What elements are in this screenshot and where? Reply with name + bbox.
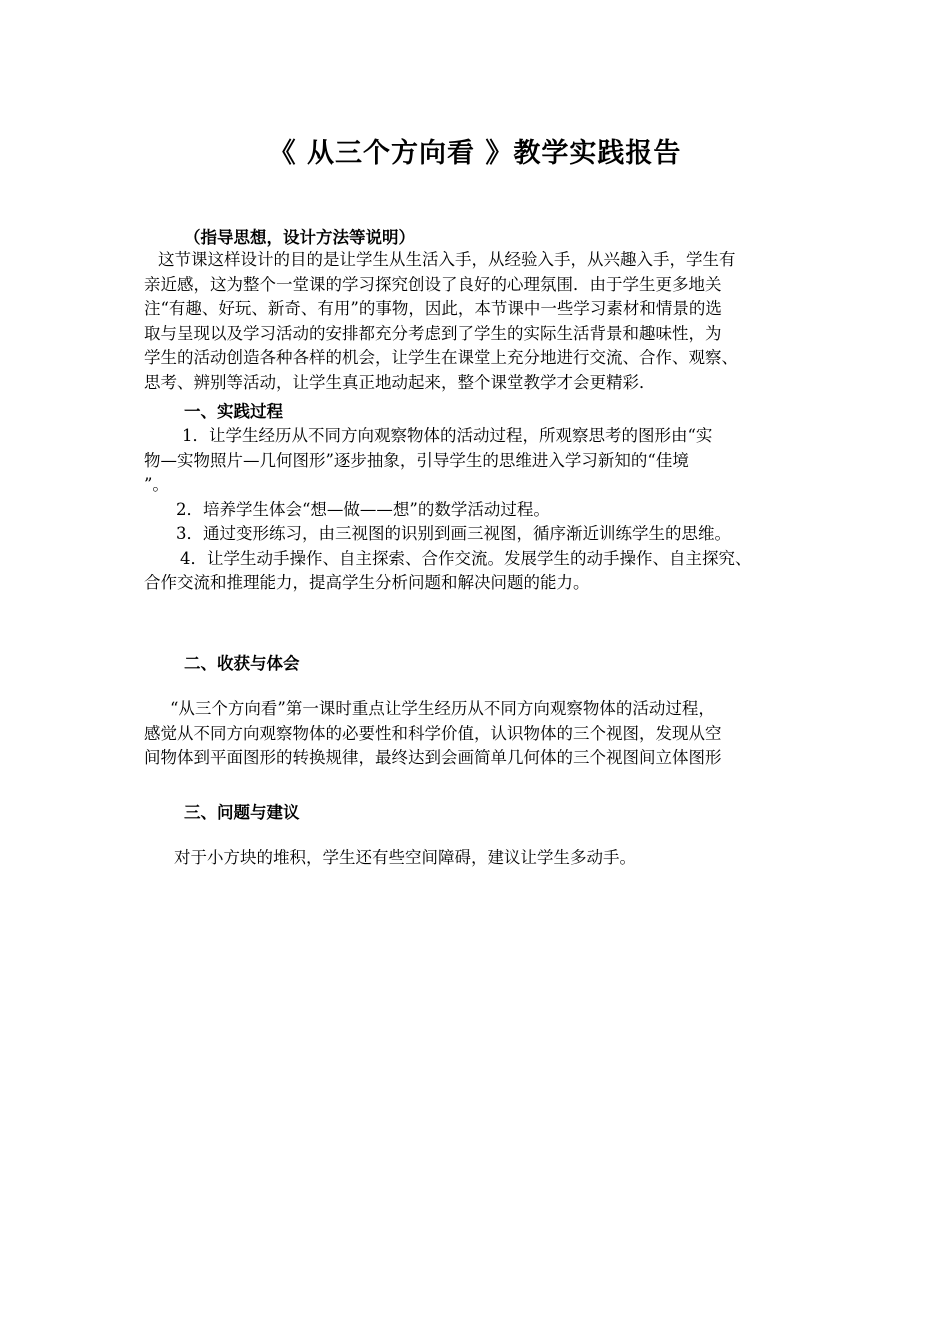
list-item: 2．培养学生体会“想—做——想”的数学活动过程。 [176, 499, 550, 519]
paragraph-line: 亲近感，这为整个一堂课的学习探究创设了良好的心理氛围．由于学生更多地关 [144, 274, 722, 294]
section1-heading: 一、实践过程 [184, 402, 283, 421]
list-item-continuation: 物—实物照片—几何图形”逐步抽象，引导学生的思维进入学习新知的“佳境 [144, 450, 689, 470]
paragraph-line: 注“有趣、好玩、新奇、有用”的事物，因此，本节课中一些学习素材和情景的选 [144, 299, 722, 318]
guide-heading: （指导思想，设计方法等说明） [184, 228, 415, 247]
paragraph-line: 这节课这样设计的目的是让学生从生活入手，从经验入手，从兴趣入手，学生有 [158, 250, 736, 269]
paragraph-line: 学生的活动创造各种各样的机会，让学生在课堂上充分地进行交流、合作、观察、 [144, 348, 738, 367]
paragraph-line: 思考、辨别等活动，让学生真正地动起来，整个课堂教学才会更精彩． [144, 372, 656, 392]
list-item: 3．通过变形练习，由三视图的识别到画三视图，循序渐近训练学生的思维。 [176, 524, 731, 543]
paragraph-line: 对于小方块的堆积，学生还有些空间障碍，建议让学生多动手。 [174, 848, 636, 867]
list-item: 1．让学生经历从不同方向观察物体的活动过程，所观察思考的图形由“实 [182, 426, 713, 445]
list-item-continuation: 合作交流和推理能力，提高学生分析问题和解决问题的能力。 [144, 573, 590, 592]
section3-heading: 三、问题与建议 [184, 803, 300, 822]
section1-body [144, 424, 808, 596]
paragraph-line: “从三个方向看”第一课时重点让学生经历从不同方向观察物体的活动过程， [170, 699, 715, 718]
list-item: 4．让学生动手操作、自主探索、合作交流。发展学生的动手操作、自主探究、 [180, 548, 752, 568]
document-title: 《 从三个方向看 》教学实践报告 [268, 138, 682, 169]
section2-heading: 二、收获与体会 [184, 654, 300, 673]
guide-paragraph [144, 248, 808, 395]
section3-body [144, 846, 808, 871]
paragraph-line: 间物体到平面图形的转换规律，最终达到会画简单几何体的三个视图间立体图形 [144, 748, 722, 767]
paragraph-line: 取与呈现以及学习活动的安排都充分考虑到了学生的实际生活背景和趣味性，为 [144, 323, 722, 343]
paragraph-line: 感觉从不同方向观察物体的必要性和科学价值，认识物体的三个视图，发现从空 [144, 723, 722, 743]
list-item-continuation: ”。 [144, 475, 169, 494]
section2-body [144, 697, 808, 771]
